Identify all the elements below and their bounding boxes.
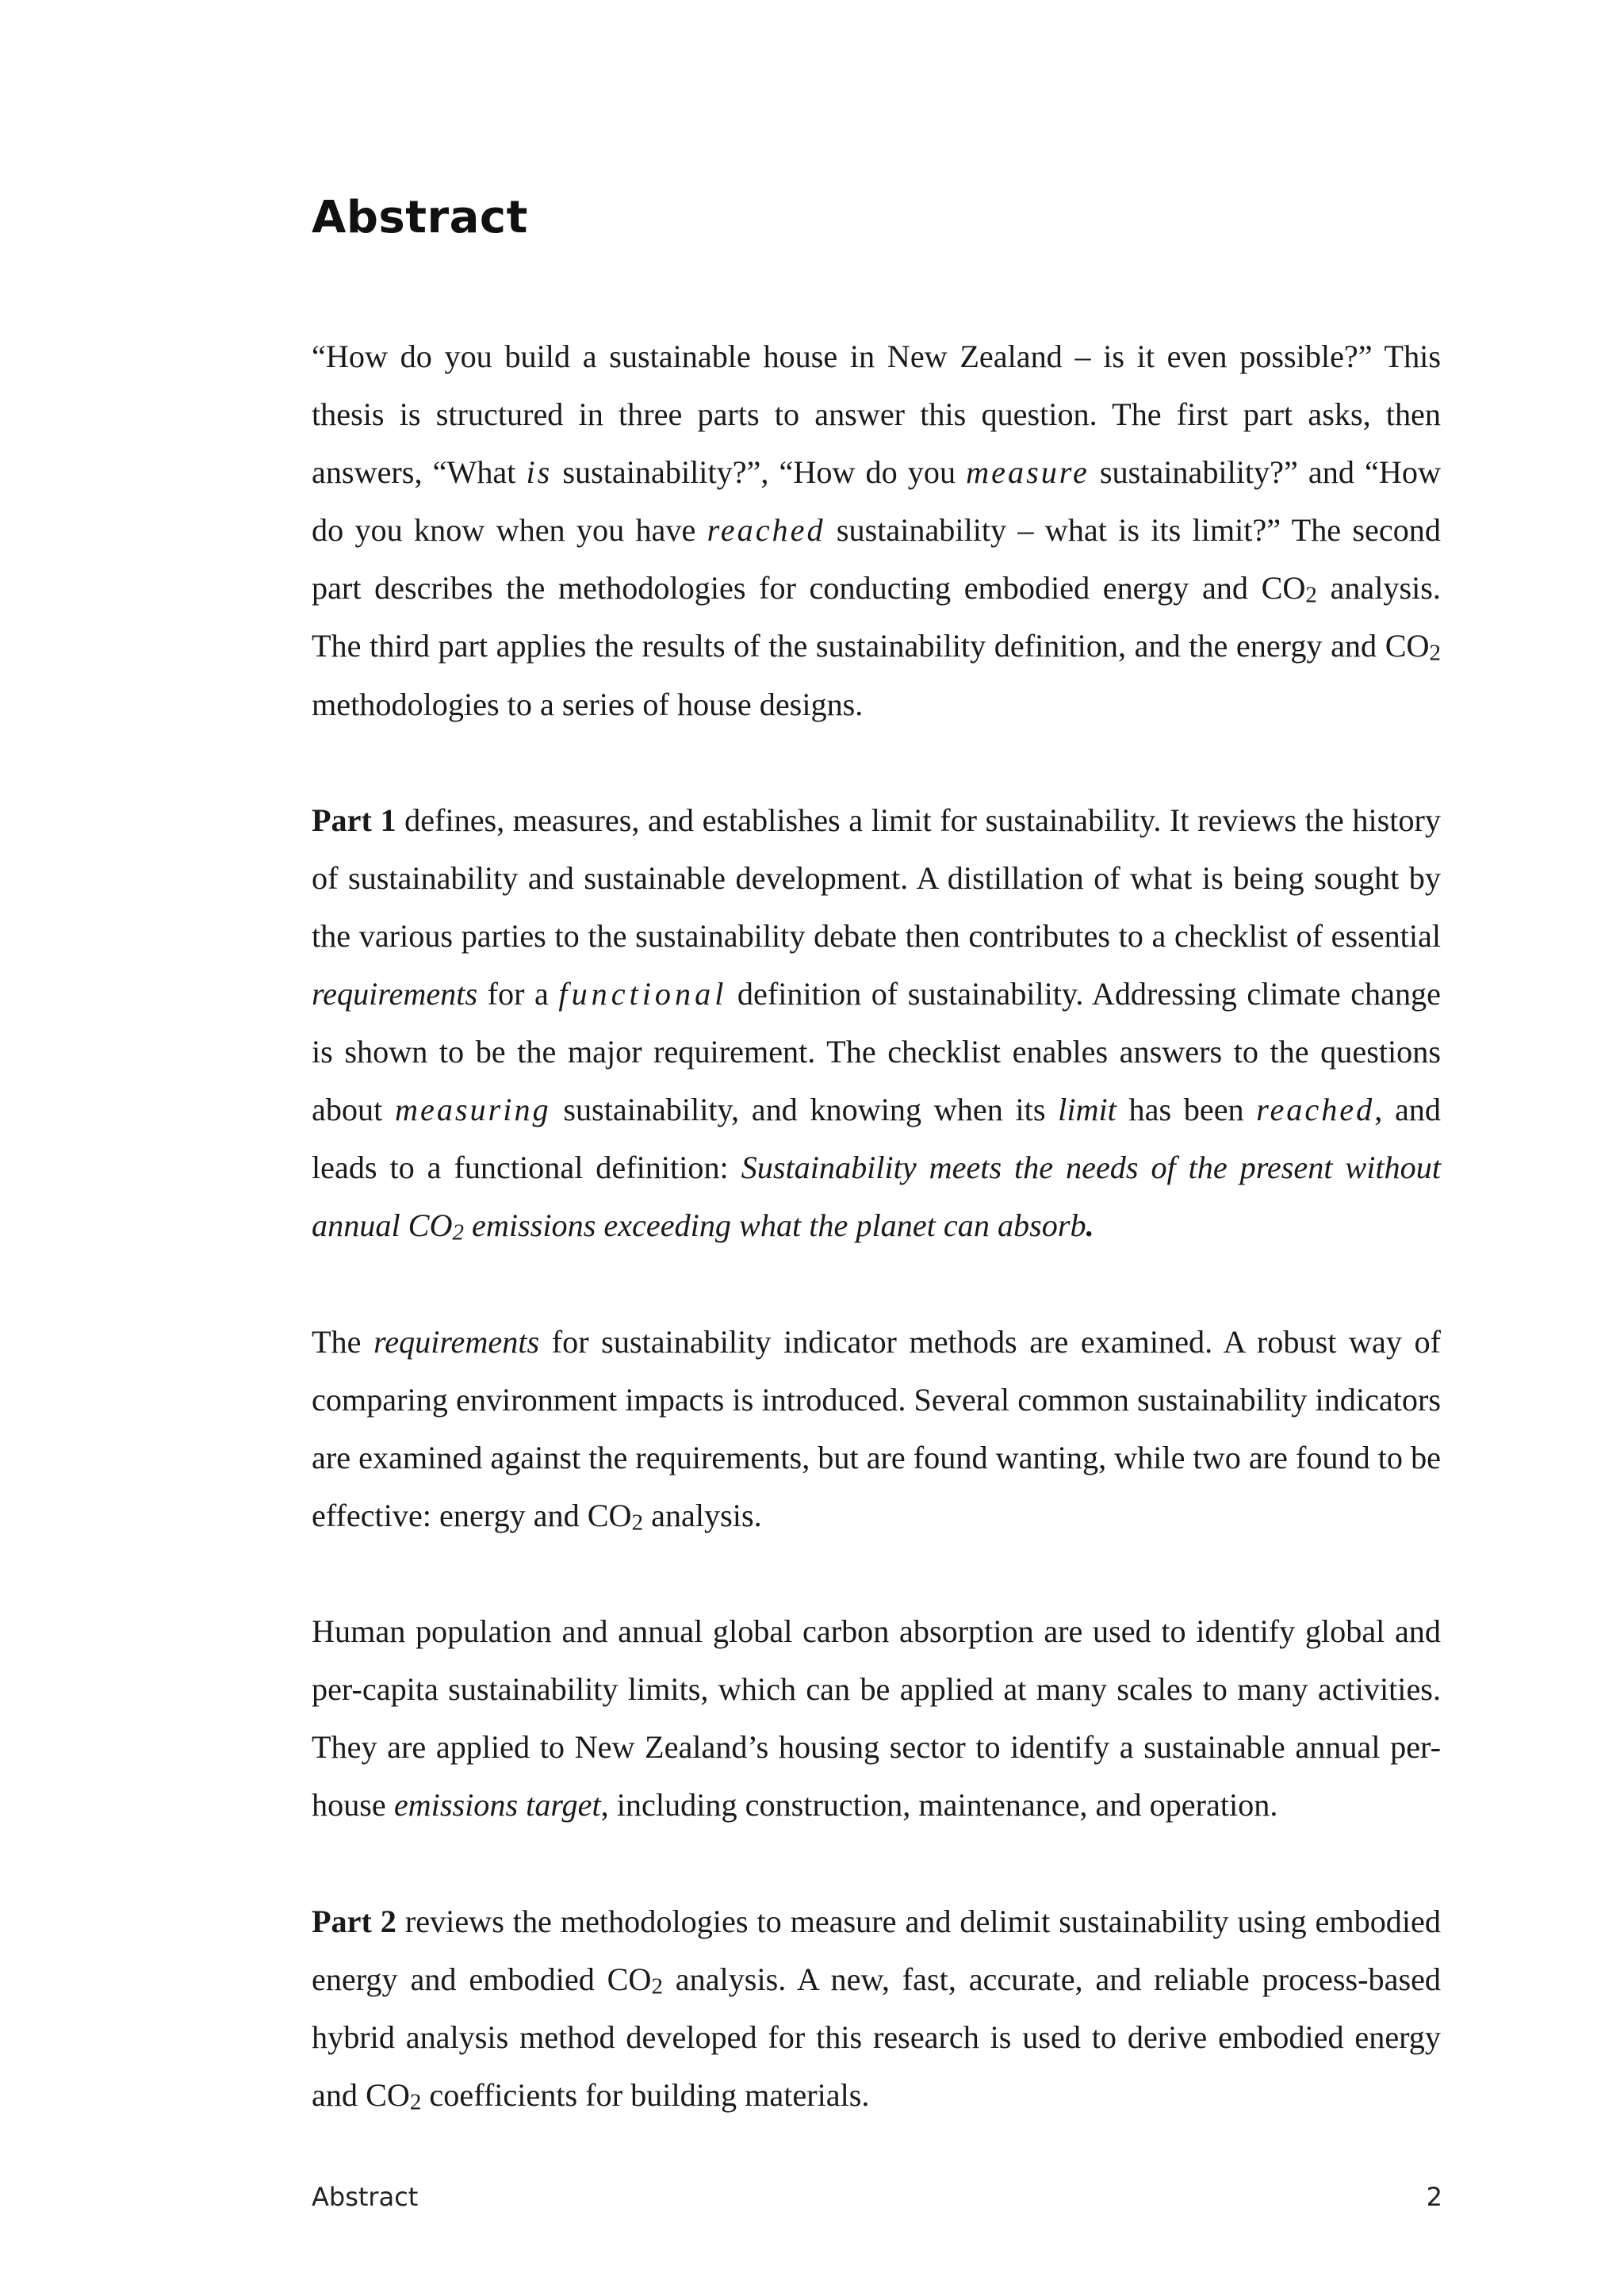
abstract-body (312, 327, 1441, 2124)
text-run: sustainability?” and “How do you know when you have (312, 454, 1441, 549)
emphasis-text: measuring (394, 1092, 551, 1128)
text-run: defines, measures, and establishes a limit for sustainability. It reviews the history of sustainability and sustainable development. A distillation of what is being sought by the various parties to the sustainability debate then contributes to a checklist of essential (312, 802, 1441, 954)
footer-page-number: 2 (1426, 2182, 1442, 2212)
text-run: , and leads to a functional definition: (312, 1092, 1441, 1186)
text-run: analysis. The third part applies the results of the sustainability definition, and the energy and CO (312, 570, 1441, 664)
definition-text: Sustainability meets the needs of the present without annual CO (312, 1150, 1441, 1244)
paragraph-population (312, 1602, 1441, 1834)
text-run: The (312, 1323, 374, 1360)
emphasis-text: is (526, 454, 553, 491)
emphasis-text: reached (707, 512, 825, 549)
footer-section-title: Abstract (312, 2182, 419, 2212)
page-heading: Abstract (312, 192, 528, 243)
text-run: methodologies to a series of house designs. (312, 686, 864, 722)
text-run: analysis. A new, fast, accurate, and reliable process-based hybrid analysis method developed for this research is used to derive embodied energy and CO (312, 1961, 1442, 2113)
text-run: definition of sustainability. Addressing climate change is shown to be the major requirement. The checklist enables answers to the questions about (312, 976, 1441, 1128)
text-run: , including construction, maintenance, and operation. (600, 1787, 1278, 1823)
text-run: sustainability?”, “How do you (552, 454, 967, 491)
paragraph-indicators (312, 1313, 1441, 1544)
subscript: 2 (452, 1219, 464, 1246)
subscript: 2 (409, 2089, 422, 2115)
emphasis-text: requirements (373, 1323, 540, 1360)
definition-period: . (1086, 1207, 1094, 1244)
definition-text: emissions exceeding what the planet can absorb (463, 1207, 1086, 1244)
paragraph-part-2 (312, 1892, 1441, 2124)
part-label: Part 2 (312, 1903, 396, 1939)
subscript: 2 (1429, 640, 1441, 666)
paragraph-intro (312, 327, 1441, 733)
emphasis-text: functional (558, 976, 728, 1012)
text-run: coefficients for building materials. (421, 2076, 870, 2113)
part-label: Part 1 (312, 802, 396, 838)
paragraph-part-1 (312, 791, 1441, 1255)
emphasis-text: requirements (312, 976, 478, 1012)
text-run: sustainability – what is its limit?” The second part describes the methodologies for conducting embodied energy and CO (312, 512, 1441, 607)
emphasis-text: reached (1256, 1092, 1375, 1128)
text-run: Human population and annual global carbon absorption are used to identify global and per-capita sustainability limits, which can be applied at many scales to many activities. They are applied to New Zealand’s housing sector to identify a sustainable annual per-house (312, 1613, 1441, 1823)
text-run: for a (477, 976, 559, 1012)
text-run: analysis. (643, 1497, 762, 1533)
subscript: 2 (631, 1510, 644, 1536)
subscript: 2 (651, 1973, 663, 1999)
text-run: reviews the methodologies to measure and delimit sustainability using embodied energy and embodied CO (312, 1903, 1441, 1997)
text-run: has been (1116, 1092, 1257, 1128)
emphasis-text: limit (1058, 1092, 1116, 1128)
text-run: for sustainability indicator methods are examined. A robust way of comparing environment impacts is introduced. Several common sustainability indicators are examined against the requirements, but are found wanting, while two are found to be effective: energy and CO (312, 1323, 1441, 1533)
emphasis-text: emissions target (393, 1787, 601, 1823)
emphasis-text: measure (966, 454, 1090, 491)
subscript: 2 (1305, 582, 1317, 608)
text-run: sustainability, and knowing when its (550, 1092, 1059, 1128)
text-run: “How do you build a sustainable house in New Zealand – is it even possible?” This thesis is structured in three parts to answer this question. The first part asks, then answers, “What (312, 339, 1441, 491)
